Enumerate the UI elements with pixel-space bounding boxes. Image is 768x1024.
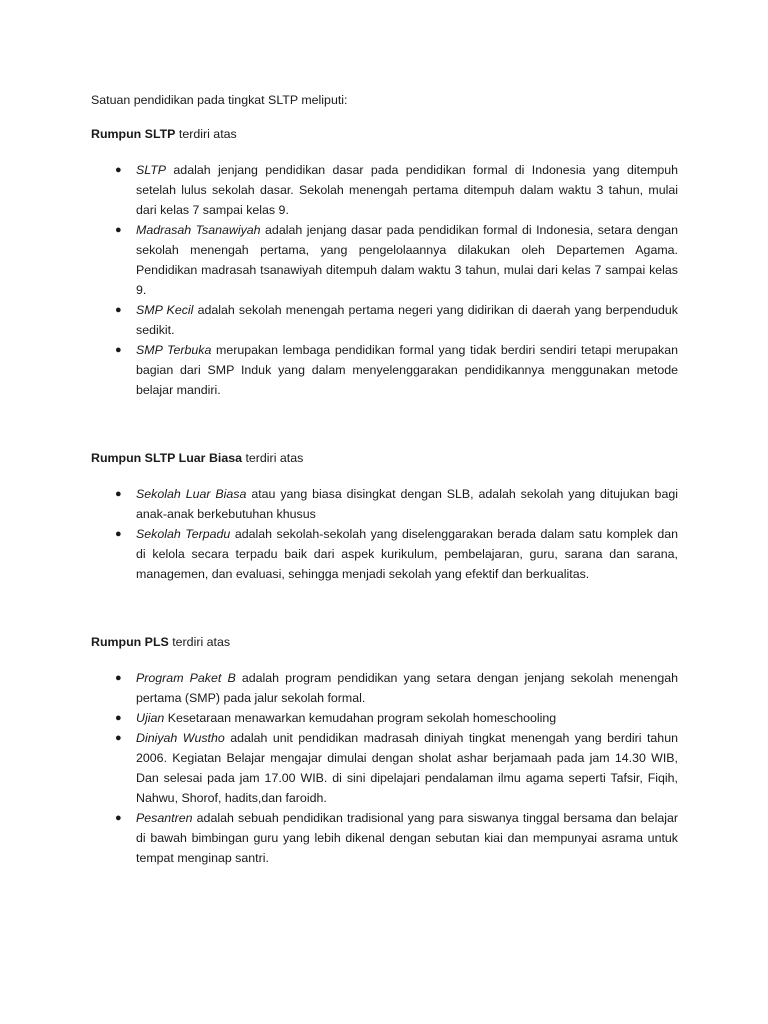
bullet-icon: ●	[115, 672, 122, 684]
bullet-list	[91, 484, 678, 584]
item-text: adalah unit pendidikan madrasah diniyah tingkat menengah yang berdiri tahun 2006. Kegiatan Belajar mengajar dimulai dengan sholat ashar berjamaah pada jam 14.30 WIB, Dan selesai pada jam 17.00 WIB. di sini dipelajari pendalaman ilmu agama seperti Tafsir, Fiqih, Nahwu, Shorof, hadits,dan faroidh.	[136, 731, 678, 805]
list-item	[91, 484, 678, 524]
item-text: adalah jenjang dasar pada pendidikan formal di Indonesia, setara dengan sekolah menengah pertama, yang pengelolaannya dilakukan oleh Departemen Agama. Pendidikan madrasah tsanawiyah ditempuh dalam waktu 3 tahun, mulai dari kelas 7 sampai kelas 9.	[136, 223, 678, 297]
bullet-list	[91, 668, 678, 868]
item-term: Diniyah Wustho	[136, 731, 225, 745]
item-term: Ujian	[136, 711, 165, 725]
item-text: merupakan lembaga pendidikan formal yang tidak berdiri sendiri tetapi merupakan bagian dari SMP Induk yang dalam menyelenggarakan pendidikannya menggunakan metode belajar mandiri.	[136, 343, 678, 397]
list-item	[91, 524, 678, 584]
list-item	[91, 300, 678, 340]
item-text: adalah sebuah pendidikan tradisional yang para siswanya tinggal bersama dan belajar di bawah bimbingan guru yang lebih dikenal dengan sebutan kiai dan mempunyai asrama untuk tempat menginap santri.	[136, 811, 678, 865]
item-text: adalah jenjang pendidikan dasar pada pendidikan formal di Indonesia yang ditempuh setelah lulus sekolah dasar. Sekolah menengah pertama ditempuh dalam waktu 3 tahun, mulai dari kelas 7 sampai kelas 9.	[136, 163, 678, 217]
item-term: Program Paket B	[136, 671, 236, 685]
item-term: SMP Kecil	[136, 303, 194, 317]
section-title	[91, 124, 678, 144]
section-title-rest: terdiri atas	[242, 451, 304, 465]
bullet-icon: ●	[115, 488, 122, 500]
list-item	[91, 160, 678, 220]
list-item	[91, 668, 678, 708]
item-term: Madrasah Tsanawiyah	[136, 223, 261, 237]
item-term: Pesantren	[136, 811, 193, 825]
section-title-bold: Rumpun SLTP Luar Biasa	[91, 451, 243, 465]
section-title	[91, 448, 678, 468]
bullet-icon: ●	[115, 712, 122, 724]
section-title-bold: Rumpun SLTP	[91, 127, 176, 141]
bullet-icon: ●	[115, 344, 122, 356]
section-rumpun-sltp-luar-biasa	[91, 448, 678, 584]
item-text: adalah sekolah menengah pertama negeri yang didirikan di daerah yang berpenduduk sedikit.	[136, 303, 678, 337]
section-title-bold: Rumpun PLS	[91, 635, 169, 649]
document-body	[91, 90, 678, 868]
item-text: Kesetaraan menawarkan kemudahan program sekolah homeschooling	[164, 711, 557, 725]
item-text: adalah program pendidikan yang setara dengan jenjang sekolah menengah pertama (SMP) pada jalur sekolah formal.	[136, 671, 678, 705]
list-item	[91, 728, 678, 808]
section-rumpun-pls	[91, 632, 678, 868]
section-title-rest: terdiri atas	[175, 127, 237, 141]
bullet-icon: ●	[115, 732, 122, 744]
bullet-icon: ●	[115, 164, 122, 176]
item-text: atau yang biasa disingkat dengan SLB, adalah sekolah yang ditujukan bagi anak-anak berkebutuhan khusus	[136, 487, 678, 521]
item-term: Sekolah Terpadu	[136, 527, 231, 541]
item-term: SLTP	[136, 163, 167, 177]
item-text: adalah sekolah-sekolah yang diselenggarakan berada dalam satu komplek dan di kelola secara terpadu baik dari aspek kurikulum, pembelajaran, guru, sarana dan sarana, managemen, dan evaluasi, sehingga menjadi sekolah yang efektif dan berkualitas.	[136, 527, 678, 581]
section-title-rest: terdiri atas	[168, 635, 231, 649]
bullet-icon: ●	[115, 304, 122, 316]
list-item	[91, 220, 678, 300]
bullet-list	[91, 160, 678, 400]
list-item	[91, 708, 678, 728]
item-term: SMP Terbuka	[136, 343, 212, 357]
bullet-icon: ●	[115, 812, 122, 824]
list-item	[91, 340, 678, 400]
bullet-icon: ●	[115, 528, 122, 540]
intro-text: Satuan pendidikan pada tingkat SLTP meliputi:	[91, 93, 348, 107]
item-term: Sekolah Luar Biasa	[136, 487, 247, 501]
section-title	[91, 632, 678, 652]
section-rumpun-sltp	[91, 124, 678, 400]
bullet-icon: ●	[115, 224, 122, 236]
list-item	[91, 808, 678, 868]
